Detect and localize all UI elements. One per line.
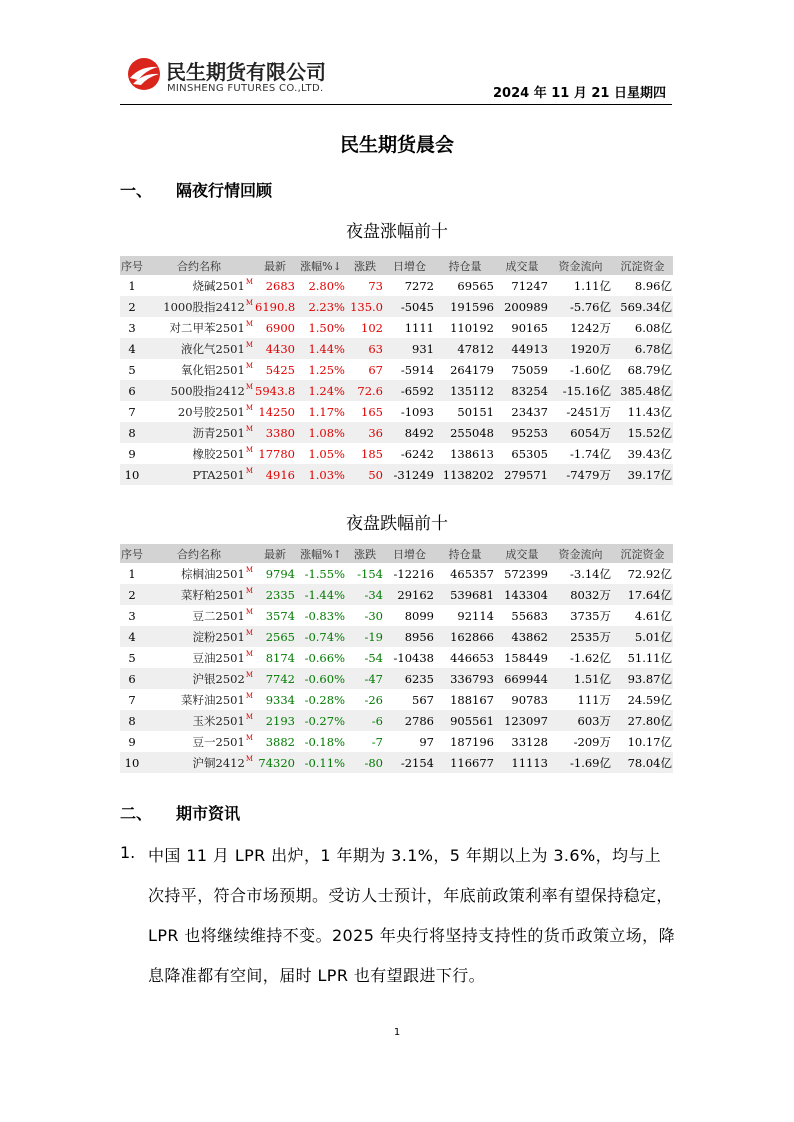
main-contract-marker: M (245, 712, 253, 721)
main-contract-marker: M (245, 733, 253, 742)
table-row[interactable] (120, 296, 673, 317)
cell-capital: 4.61亿 (612, 605, 673, 626)
cell-oi-chg: 6235 (384, 668, 435, 689)
contract-name: 1000股指2412 (163, 299, 245, 314)
table-row[interactable] (120, 605, 673, 626)
cell-pct: 1.05% (296, 443, 346, 464)
cell-chg: -54 (346, 647, 384, 668)
cell-oi-chg: 567 (384, 689, 435, 710)
cell-oi: 446653 (435, 647, 495, 668)
cell-last: 3574 (254, 605, 296, 626)
cell-vol: 44913 (495, 338, 549, 359)
cell-vol: 43862 (495, 626, 549, 647)
cell-capital: 6.78亿 (612, 338, 673, 359)
cell-pct: -0.66% (296, 647, 346, 668)
cell-flow: 603万 (549, 710, 612, 731)
cell-idx: 1 (120, 563, 144, 584)
cell-vol: 55683 (495, 605, 549, 626)
cell-oi-chg: 1111 (384, 317, 435, 338)
cell-pct: 2.23% (296, 296, 346, 317)
col-header-index[interactable]: 序号 (120, 544, 144, 563)
cell-chg: -47 (346, 668, 384, 689)
table-row[interactable] (120, 647, 673, 668)
cell-oi: 539681 (435, 584, 495, 605)
cell-vol: 65305 (495, 443, 549, 464)
cell-vol: 75059 (495, 359, 549, 380)
minsheng-logo-icon (126, 56, 162, 92)
contract-name: 玉米2501 (192, 713, 245, 728)
section-2-title: 期市资讯 (176, 804, 241, 823)
cell-oi: 69565 (435, 275, 495, 296)
cell-oi: 264179 (435, 359, 495, 380)
cell-capital: 68.79亿 (612, 359, 673, 380)
cell-capital: 27.80亿 (612, 710, 673, 731)
cell-vol: 95253 (495, 422, 549, 443)
main-contract-marker: M (245, 586, 253, 595)
cell-pct: 1.24% (296, 380, 346, 401)
cell-capital: 385.48亿 (612, 380, 673, 401)
col-header-capital[interactable]: 沉淀资金 (612, 544, 673, 563)
table-row[interactable] (120, 443, 673, 464)
cell-chg: 67 (346, 359, 384, 380)
cell-last: 14250 (254, 401, 296, 422)
cell-capital: 6.08亿 (612, 317, 673, 338)
cell-last: 4430 (254, 338, 296, 359)
table-row[interactable] (120, 317, 673, 338)
cell-chg: 135.0 (346, 296, 384, 317)
main-contract-marker: M (245, 670, 253, 679)
cell-oi: 110192 (435, 317, 495, 338)
cell-flow: -15.16亿 (549, 380, 612, 401)
col-header-pct[interactable]: 涨幅%↓ (296, 256, 346, 275)
cell-flow: -1.60亿 (549, 359, 612, 380)
cell-name (144, 359, 254, 380)
cell-flow: 1.51亿 (549, 668, 612, 689)
main-contract-marker: M (245, 467, 253, 475)
cell-idx: 3 (120, 605, 144, 626)
cell-idx: 9 (120, 443, 144, 464)
main-contract-marker: M (245, 319, 253, 328)
cell-chg: 102 (346, 317, 384, 338)
contract-name: 沥青2501 (192, 425, 245, 440)
cell-pct: -0.60% (296, 668, 346, 689)
cell-vol: 572399 (495, 563, 549, 584)
main-contract-marker: M (245, 424, 253, 433)
cell-name (144, 422, 254, 443)
cell-idx: 8 (120, 710, 144, 731)
table-row[interactable] (120, 338, 673, 359)
table-row[interactable] (120, 626, 673, 647)
cell-name (144, 605, 254, 626)
contract-name: 棕榈油2501 (181, 566, 245, 581)
cell-capital: 17.64亿 (612, 584, 673, 605)
col-header-change[interactable]: 涨跌 (346, 544, 384, 563)
cell-name (144, 689, 254, 710)
cell-last: 4916 (254, 464, 296, 485)
cell-name (144, 296, 254, 317)
contract-name: 液化气2501 (181, 341, 245, 356)
col-header-oi-change[interactable]: 日增仓 (384, 544, 435, 563)
cell-oi: 905561 (435, 710, 495, 731)
cell-chg: -19 (346, 626, 384, 647)
cell-pct: -0.28% (296, 689, 346, 710)
cell-capital: 39.17亿 (612, 464, 673, 485)
contract-name: 氧化铝2501 (181, 362, 245, 377)
cell-idx: 2 (120, 584, 144, 605)
col-header-oi-change[interactable]: 日增仓 (384, 256, 435, 275)
cell-idx: 7 (120, 401, 144, 422)
cell-last: 2565 (254, 626, 296, 647)
cell-vol: 200989 (495, 296, 549, 317)
cell-vol: 279571 (495, 464, 549, 485)
cell-vol: 33128 (495, 731, 549, 752)
cell-vol: 90783 (495, 689, 549, 710)
main-contract-marker: M (245, 403, 253, 412)
cell-vol: 23437 (495, 401, 549, 422)
cell-oi: 188167 (435, 689, 495, 710)
cell-name (144, 710, 254, 731)
table-row[interactable] (120, 584, 673, 605)
losers-table (120, 544, 673, 773)
cell-vol: 83254 (495, 380, 549, 401)
cell-last: 2193 (254, 710, 296, 731)
contract-name: 沪银2502 (192, 671, 245, 686)
cell-oi-chg: -5045 (384, 296, 435, 317)
cell-oi-chg: 97 (384, 731, 435, 752)
cell-oi: 50151 (435, 401, 495, 422)
cell-vol: 11113 (495, 752, 549, 773)
col-header-name[interactable]: 合约名称 (144, 256, 254, 275)
col-header-open-interest[interactable]: 持仓量 (435, 256, 495, 275)
cell-idx: 10 (120, 752, 144, 773)
cell-vol: 143304 (495, 584, 549, 605)
page-number: 1 (393, 1027, 401, 1038)
cell-last: 5425 (254, 359, 296, 380)
cell-capital: 24.59亿 (612, 689, 673, 710)
main-contract-marker: M (245, 298, 253, 307)
cell-oi: 135112 (435, 380, 495, 401)
page-header (120, 52, 672, 105)
cell-chg: 36 (346, 422, 384, 443)
cell-chg: 63 (346, 338, 384, 359)
cell-oi: 47812 (435, 338, 495, 359)
cell-pct: 1.17% (296, 401, 346, 422)
cell-name (144, 380, 254, 401)
col-header-last[interactable]: 最新 (254, 256, 296, 275)
contract-name: PTA2501 (192, 468, 245, 482)
cell-oi-chg: 8099 (384, 605, 435, 626)
cell-flow: -1.74亿 (549, 443, 612, 464)
cell-oi-chg: -5914 (384, 359, 435, 380)
cell-flow: -1.62亿 (549, 647, 612, 668)
cell-last: 7742 (254, 668, 296, 689)
cell-flow: -3.14亿 (549, 563, 612, 584)
cell-oi-chg: -6242 (384, 443, 435, 464)
cell-capital: 5.01亿 (612, 626, 673, 647)
cell-vol: 669944 (495, 668, 549, 689)
contract-name: 橡胶2501 (192, 446, 245, 461)
cell-last: 8174 (254, 647, 296, 668)
cell-oi: 116677 (435, 752, 495, 773)
cell-vol: 71247 (495, 275, 549, 296)
contract-name: 沪铜2412 (192, 755, 245, 770)
table-row[interactable] (120, 710, 673, 731)
cell-oi-chg: -10438 (384, 647, 435, 668)
table-row[interactable] (120, 380, 673, 401)
cell-name (144, 647, 254, 668)
main-contract-marker: M (245, 277, 253, 286)
contract-name: 豆二2501 (192, 608, 245, 623)
cell-idx: 7 (120, 689, 144, 710)
table-row[interactable] (120, 422, 673, 443)
cell-oi-chg: -2154 (384, 752, 435, 773)
cell-name (144, 584, 254, 605)
cell-last: 2683 (254, 275, 296, 296)
cell-capital: 51.11亿 (612, 647, 673, 668)
cell-chg: -30 (346, 605, 384, 626)
cell-name (144, 317, 254, 338)
cell-pct: 1.03% (296, 464, 346, 485)
table-row[interactable] (120, 359, 673, 380)
table-row[interactable] (120, 731, 673, 752)
cell-last: 6900 (254, 317, 296, 338)
col-header-pct[interactable]: 涨幅%↑ (296, 544, 346, 563)
cell-capital: 72.92亿 (612, 563, 673, 584)
gainers-table-title: 夜盘涨幅前十 (346, 222, 448, 242)
cell-capital: 39.43亿 (612, 443, 673, 464)
table-row[interactable] (120, 401, 673, 422)
contract-name: 20号胶2501 (177, 404, 245, 419)
cell-vol: 123097 (495, 710, 549, 731)
cell-chg: -26 (346, 689, 384, 710)
cell-idx: 5 (120, 647, 144, 668)
col-header-last[interactable]: 最新 (254, 544, 296, 563)
cell-pct: 1.50% (296, 317, 346, 338)
main-contract-marker: M (245, 361, 253, 370)
cell-idx: 5 (120, 359, 144, 380)
col-header-volume[interactable]: 成交量 (495, 544, 549, 563)
cell-chg: -7 (346, 731, 384, 752)
col-header-index[interactable]: 序号 (120, 256, 144, 275)
cell-pct: -0.18% (296, 731, 346, 752)
col-header-capital[interactable]: 沉淀资金 (612, 256, 673, 275)
document-title: 民生期货晨会 (339, 134, 454, 156)
cell-pct: -1.55% (296, 563, 346, 584)
cell-name (144, 401, 254, 422)
cell-chg: 165 (346, 401, 384, 422)
cell-idx: 1 (120, 275, 144, 296)
cell-idx: 6 (120, 380, 144, 401)
cell-flow: 1.11亿 (549, 275, 612, 296)
cell-pct: -0.74% (296, 626, 346, 647)
cell-chg: 72.6 (346, 380, 384, 401)
cell-pct: 1.25% (296, 359, 346, 380)
main-contract-marker: M (245, 649, 253, 658)
cell-flow: -7479万 (549, 464, 612, 485)
table-row[interactable] (120, 563, 673, 584)
cell-idx: 2 (120, 296, 144, 317)
cell-oi-chg: 2786 (384, 710, 435, 731)
cell-last: 6190.8 (254, 296, 296, 317)
table-row[interactable] (120, 668, 673, 689)
cell-name (144, 626, 254, 647)
section-2-number: 二、 (120, 804, 153, 823)
cell-oi-chg: -31249 (384, 464, 435, 485)
cell-last: 3380 (254, 422, 296, 443)
cell-idx: 9 (120, 731, 144, 752)
contract-name: 500股指2412 (170, 383, 245, 398)
cell-last: 5943.8 (254, 380, 296, 401)
contract-name: 豆油2501 (192, 650, 245, 665)
cell-oi: 162866 (435, 626, 495, 647)
cell-pct: 1.44% (296, 338, 346, 359)
contract-name: 淀粉2501 (192, 629, 245, 644)
cell-vol: 158449 (495, 647, 549, 668)
cell-vol: 90165 (495, 317, 549, 338)
col-header-open-interest[interactable]: 持仓量 (435, 544, 495, 563)
col-header-volume[interactable]: 成交量 (495, 256, 549, 275)
cell-chg: -154 (346, 563, 384, 584)
cell-oi: 191596 (435, 296, 495, 317)
cell-idx: 6 (120, 668, 144, 689)
cell-oi-chg: 8492 (384, 422, 435, 443)
cell-pct: 2.80% (296, 275, 346, 296)
news-item-text: 中国 11 月 LPR 出炉，1 年期为 3.1%，5 年期以上为 3.6%，均与上次持平，符合市场预期。受访人士预计，年底前政策利率有望保持稳定，LPR 也将继续维持不变。2025 年央行将坚持支持性的货币政策立场，降息降准都有空间，届时 LPR 也有望跟进下行。 (148, 846, 675, 985)
company-name-cn: 民生期货有限公司 (166, 60, 326, 84)
cell-idx: 10 (120, 464, 144, 485)
gainers-table (120, 256, 673, 485)
company-name-en: MINSHENG FUTURES CO.,LTD. (167, 83, 324, 94)
table-header-row (120, 544, 673, 563)
report-date: 2024 年 11 月 21 日星期四 (493, 86, 666, 101)
cell-idx: 4 (120, 626, 144, 647)
cell-oi: 187196 (435, 731, 495, 752)
cell-name (144, 668, 254, 689)
cell-pct: -0.27% (296, 710, 346, 731)
cell-last: 9794 (254, 563, 296, 584)
cell-oi-chg: 29162 (384, 584, 435, 605)
main-contract-marker: M (245, 340, 253, 349)
cell-chg: -34 (346, 584, 384, 605)
cell-oi: 138613 (435, 443, 495, 464)
cell-last: 17780 (254, 443, 296, 464)
cell-flow: -1.69亿 (549, 752, 612, 773)
news-item-number: 1. (120, 843, 136, 862)
contract-name: 豆一2501 (192, 734, 245, 749)
main-contract-marker: M (245, 382, 253, 391)
cell-name (144, 752, 254, 773)
cell-oi-chg: 7272 (384, 275, 435, 296)
cell-oi: 92114 (435, 605, 495, 626)
main-contract-marker: M (245, 607, 253, 616)
cell-capital: 10.17亿 (612, 731, 673, 752)
table-row[interactable] (120, 689, 673, 710)
cell-last: 74320 (254, 752, 296, 773)
table-row[interactable] (120, 275, 673, 296)
main-contract-marker: M (245, 691, 253, 700)
main-contract-marker: M (245, 754, 253, 763)
contract-name: 菜籽油2501 (181, 692, 245, 707)
cell-capital: 93.87亿 (612, 668, 673, 689)
cell-chg: -6 (346, 710, 384, 731)
col-header-change[interactable]: 涨跌 (346, 256, 384, 275)
cell-capital: 8.96亿 (612, 275, 673, 296)
cell-oi-chg: 8956 (384, 626, 435, 647)
cell-chg: 50 (346, 464, 384, 485)
cell-last: 2335 (254, 584, 296, 605)
cell-pct: -0.83% (296, 605, 346, 626)
cell-idx: 8 (120, 422, 144, 443)
cell-oi: 255048 (435, 422, 495, 443)
cell-flow: -2451万 (549, 401, 612, 422)
contract-name: 对二甲苯2501 (169, 320, 245, 335)
cell-capital: 11.43亿 (612, 401, 673, 422)
cell-idx: 4 (120, 338, 144, 359)
cell-last: 3882 (254, 731, 296, 752)
cell-flow: 1242万 (549, 317, 612, 338)
cell-capital: 15.52亿 (612, 422, 673, 443)
main-contract-marker: M (245, 445, 253, 454)
cell-oi-chg: 931 (384, 338, 435, 359)
cell-pct: -1.44% (296, 584, 346, 605)
main-contract-marker: M (245, 565, 253, 574)
table-row[interactable] (120, 752, 673, 773)
col-header-fund-flow[interactable]: 资金流向 (549, 544, 612, 563)
cell-oi: 1138202 (435, 464, 495, 485)
cell-flow: 111万 (549, 689, 612, 710)
cell-capital: 569.34亿 (612, 296, 673, 317)
cell-name (144, 338, 254, 359)
cell-chg: 185 (346, 443, 384, 464)
cell-flow: -5.76亿 (549, 296, 612, 317)
table-header-row (120, 256, 673, 275)
contract-name: 烧碱2501 (192, 278, 245, 293)
cell-name (144, 464, 254, 485)
cell-flow: 2535万 (549, 626, 612, 647)
cell-name (144, 563, 254, 584)
col-header-name[interactable]: 合约名称 (144, 544, 254, 563)
losers-table-title: 夜盘跌幅前十 (346, 514, 448, 534)
cell-oi-chg: -6592 (384, 380, 435, 401)
cell-flow: 1920万 (549, 338, 612, 359)
cell-flow: 3735万 (549, 605, 612, 626)
cell-oi-chg: -1093 (384, 401, 435, 422)
cell-chg: 73 (346, 275, 384, 296)
cell-idx: 3 (120, 317, 144, 338)
cell-name (144, 731, 254, 752)
cell-name (144, 275, 254, 296)
cell-capital: 78.04亿 (612, 752, 673, 773)
cell-flow: 8032万 (549, 584, 612, 605)
cell-name (144, 443, 254, 464)
cell-oi: 336793 (435, 668, 495, 689)
cell-pct: 1.08% (296, 422, 346, 443)
col-header-fund-flow[interactable]: 资金流向 (549, 256, 612, 275)
cell-last: 9334 (254, 689, 296, 710)
cell-oi-chg: -12216 (384, 563, 435, 584)
cell-chg: -80 (346, 752, 384, 773)
cell-flow: 6054万 (549, 422, 612, 443)
cell-flow: -209万 (549, 731, 612, 752)
cell-pct: -0.11% (296, 752, 346, 773)
section-1-title: 隔夜行情回顾 (176, 181, 273, 200)
section-1-number: 一、 (120, 181, 153, 200)
main-contract-marker: M (245, 628, 253, 637)
table-row[interactable] (120, 464, 673, 485)
cell-oi: 465357 (435, 563, 495, 584)
contract-name: 菜籽粕2501 (181, 587, 245, 602)
